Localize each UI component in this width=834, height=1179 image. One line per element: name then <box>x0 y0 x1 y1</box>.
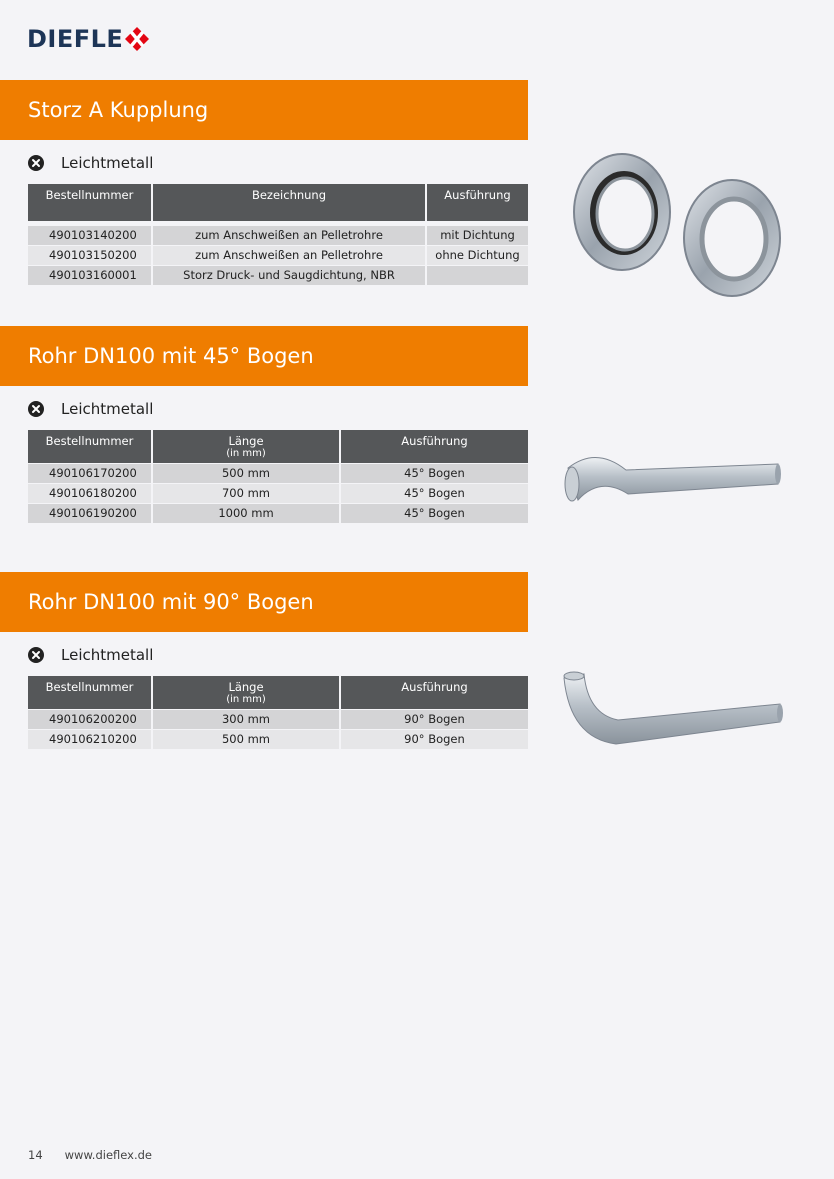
cell-variant: 90° Bogen <box>340 709 528 729</box>
cell-variant: 45° Bogen <box>340 483 528 503</box>
material-row <box>28 400 153 418</box>
brand-logo[interactable] <box>27 24 150 54</box>
cell-order-number: 490106200200 <box>28 709 152 729</box>
cell-variant: ohne Dichtung <box>426 245 528 265</box>
col-header-ausfuehrung: Ausführung <box>340 676 528 709</box>
cell-length: 500 mm <box>152 729 340 749</box>
cell-variant: 90° Bogen <box>340 729 528 749</box>
unit-label: (in mm) <box>226 448 266 459</box>
section-title-pipe-90: Rohr DN100 mit 90° Bogen <box>0 572 528 632</box>
cell-length: 1000 mm <box>152 503 340 523</box>
footer-website-link[interactable]: www.dieflex.de <box>64 1148 152 1162</box>
material-x-icon <box>28 647 44 663</box>
material-label: Leichtmetall <box>61 400 154 418</box>
table-row <box>28 245 528 265</box>
cell-order-number: 490103160001 <box>28 265 152 285</box>
col-header-laenge: Länge (in mm) <box>152 430 340 463</box>
pipe-90-bend-image <box>558 664 788 764</box>
col-header-bestellnummer: Bestellnummer <box>28 184 152 221</box>
cell-description: zum Anschweißen an Pelletrohre <box>152 245 426 265</box>
cell-order-number: 490106190200 <box>28 503 152 523</box>
logo-wordmark: DIEFLE <box>27 25 124 53</box>
table-row <box>28 265 528 285</box>
cell-description: zum Anschweißen an Pelletrohre <box>152 225 426 245</box>
material-row <box>28 646 153 664</box>
spec-table-pipe-90 <box>28 676 528 749</box>
material-row <box>28 154 153 172</box>
page-number: 14 <box>28 1148 43 1162</box>
cell-variant: 45° Bogen <box>340 503 528 523</box>
col-header-laenge: Länge (in mm) <box>152 676 340 709</box>
pipe-45-bend-image <box>556 440 786 520</box>
spec-table-storz <box>28 184 528 285</box>
cell-order-number: 490106210200 <box>28 729 152 749</box>
unit-label: (in mm) <box>226 694 266 705</box>
cell-description: Storz Druck- und Saugdichtung, NBR <box>152 265 426 285</box>
material-label: Leichtmetall <box>61 646 154 664</box>
col-header-bestellnummer: Bestellnummer <box>28 676 152 709</box>
table-row <box>28 503 528 523</box>
cell-order-number: 490103140200 <box>28 225 152 245</box>
cell-order-number: 490106170200 <box>28 463 152 483</box>
cell-variant: mit Dichtung <box>426 225 528 245</box>
table-row <box>28 483 528 503</box>
table-header <box>28 676 528 709</box>
logo-x-icon <box>124 26 150 52</box>
table-row <box>28 729 528 749</box>
page-footer <box>28 1148 152 1162</box>
spec-table-pipe-45 <box>28 430 528 523</box>
table-row <box>28 709 528 729</box>
col-header-ausfuehrung: Ausführung <box>426 184 528 221</box>
cell-length: 300 mm <box>152 709 340 729</box>
material-x-icon <box>28 155 44 171</box>
table-row <box>28 225 528 245</box>
col-header-bezeichnung: Bezeichnung <box>152 184 426 221</box>
material-label: Leichtmetall <box>61 154 154 172</box>
section-title-storz: Storz A Kupplung <box>0 80 528 140</box>
material-x-icon <box>28 401 44 417</box>
storz-coupling-image <box>562 150 802 300</box>
section-title-pipe-45: Rohr DN100 mit 45° Bogen <box>0 326 528 386</box>
table-header <box>28 184 528 221</box>
cell-length: 700 mm <box>152 483 340 503</box>
cell-variant: 45° Bogen <box>340 463 528 483</box>
cell-order-number: 490106180200 <box>28 483 152 503</box>
cell-length: 500 mm <box>152 463 340 483</box>
cell-order-number: 490103150200 <box>28 245 152 265</box>
table-header <box>28 430 528 463</box>
cell-variant <box>426 265 528 285</box>
col-header-bestellnummer: Bestellnummer <box>28 430 152 463</box>
col-header-ausfuehrung: Ausführung <box>340 430 528 463</box>
table-row <box>28 463 528 483</box>
